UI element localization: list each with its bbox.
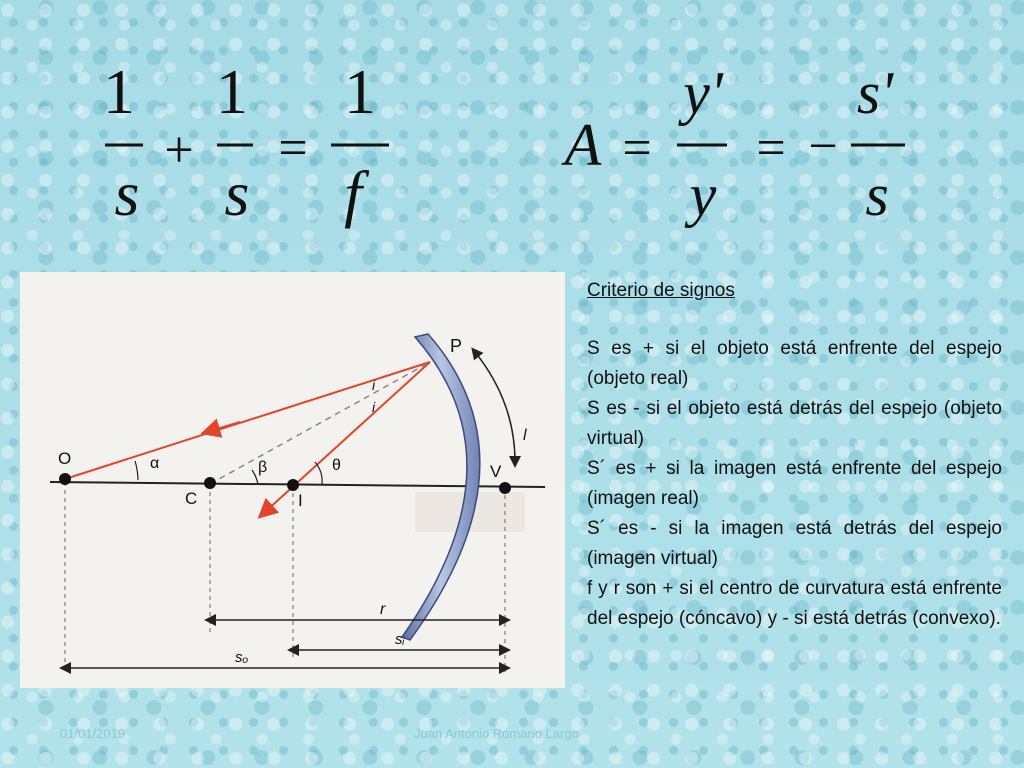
object-distance: s [865,162,889,228]
mirror-eq-denominator-3: f [344,158,362,229]
sign-rule: S´ es + si la imagen está enfrente del espejo (imagen real) [587,458,1002,509]
equals-sign: = [278,120,308,177]
image-point [287,479,299,491]
label-V: V [490,462,502,481]
label-O: O [58,449,72,468]
sign-criteria-title: Criterio de signos [587,280,735,301]
plus-sign: + [164,122,194,179]
mirror-equation [105,55,405,235]
sign-rule: S´ es - si la imagen está detrás del espejo (imagen virtual) [587,518,1002,569]
minus-sign: − [808,118,838,175]
sign-criteria-panel [587,276,1002,634]
mirror-eq-numerator-1: 1 [105,56,135,127]
image-height: y' [683,60,723,126]
mirror-eq-numerator-2: 1 [216,56,248,127]
label-si: sᵢ [395,631,405,648]
sign-rule: S es + si el objeto está enfrente del espejo (objeto real) [587,338,1002,389]
sign-rule: S es - si el objeto está detrás del espejo (objeto virtual) [587,398,1002,449]
mirror-eq-numerator-3: 1 [344,56,376,127]
equals-sign: = [622,120,652,177]
mirror-eq-denominator-1: s [114,158,140,229]
footer-author: Juan Antonio Romano Largo [414,726,579,741]
label-beta: β [258,459,268,476]
concave-mirror-diagram [20,272,565,688]
magnification-symbol: A [564,112,602,178]
label-I: I [298,491,303,510]
label-arc-length: l [523,427,527,444]
label-C: C [185,489,198,508]
sign-rule: f y r son + si el centro de curvatura está enfrente del espejo (cóncavo) y - si está detrás (convexo). [587,578,1002,629]
center-point [204,477,216,489]
label-i-incident: i [372,377,376,393]
label-i-reflected: i [372,399,376,415]
equals-sign: = [756,120,786,177]
footer-date: 01/01/2019 [60,726,126,741]
label-r: r [380,601,386,618]
object-height: y [689,162,717,228]
object-point [59,473,71,485]
label-P: P [450,336,463,356]
label-so: sₒ [235,649,249,666]
vertex-point [499,482,511,494]
mirror-eq-denominator-2: s [224,158,250,229]
magnification-equation [555,55,915,235]
image-distance: s' [856,60,894,126]
label-alpha: α [150,455,160,472]
label-theta: θ [332,457,341,474]
